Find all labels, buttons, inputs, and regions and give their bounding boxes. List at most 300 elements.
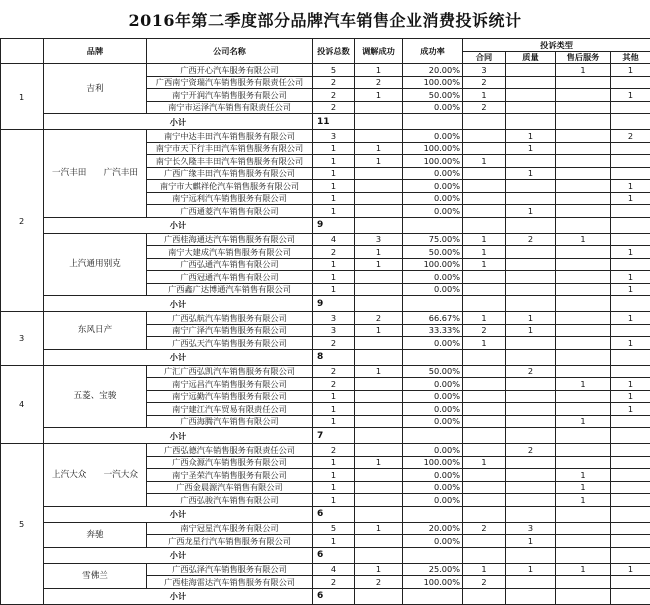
total-cell[interactable]: 1: [313, 403, 355, 416]
quality-cell[interactable]: 1: [506, 142, 556, 155]
rate-cell[interactable]: 20.00%: [403, 522, 463, 535]
contract-cell[interactable]: [463, 192, 506, 205]
after-sales-cell[interactable]: [556, 576, 611, 589]
empty-cell[interactable]: [463, 217, 506, 233]
rate-cell[interactable]: 0.00%: [403, 469, 463, 482]
after-sales-cell[interactable]: 1: [556, 481, 611, 494]
company-cell[interactable]: 广西弘天汽车销售服务有限公司: [147, 337, 313, 350]
contract-cell[interactable]: [463, 378, 506, 391]
quality-cell[interactable]: 2: [506, 233, 556, 246]
resolved-cell[interactable]: 1: [355, 324, 403, 337]
subtotal-label-cell[interactable]: 小计: [44, 349, 313, 365]
after-sales-cell[interactable]: [556, 76, 611, 89]
group-seq-cell[interactable]: 3: [1, 312, 44, 366]
contract-cell[interactable]: 1: [463, 258, 506, 271]
resolved-cell[interactable]: [355, 481, 403, 494]
resolved-cell[interactable]: 2: [355, 576, 403, 589]
after-sales-cell[interactable]: [556, 283, 611, 296]
total-cell[interactable]: 2: [313, 365, 355, 378]
total-cell[interactable]: 2: [313, 337, 355, 350]
resolved-cell[interactable]: 2: [355, 76, 403, 89]
quality-cell[interactable]: [506, 469, 556, 482]
after-sales-cell[interactable]: [556, 167, 611, 180]
quality-cell[interactable]: [506, 64, 556, 77]
empty-cell[interactable]: [556, 296, 611, 312]
quality-cell[interactable]: 1: [506, 312, 556, 325]
after-sales-cell[interactable]: [556, 180, 611, 193]
contract-cell[interactable]: 2: [463, 576, 506, 589]
company-cell[interactable]: 南宁广泽汽车销售服务有限公司: [147, 324, 313, 337]
rate-cell[interactable]: 66.67%: [403, 312, 463, 325]
company-cell[interactable]: 南宁开润汽车销售服务有限公司: [147, 89, 313, 102]
after-sales-cell[interactable]: [556, 312, 611, 325]
company-cell[interactable]: 南宁冠星汽车服务有限公司: [147, 522, 313, 535]
total-cell[interactable]: 1: [313, 469, 355, 482]
total-cell[interactable]: 2: [313, 76, 355, 89]
empty-cell[interactable]: [506, 114, 556, 130]
contract-cell[interactable]: [463, 444, 506, 457]
quality-cell[interactable]: 1: [506, 205, 556, 218]
company-cell[interactable]: 南宁长久隆丰丰田汽车销售服务有限公司: [147, 155, 313, 168]
empty-cell[interactable]: [355, 547, 403, 563]
company-cell[interactable]: 广西桂海通达汽车销售服务有限公司: [147, 233, 313, 246]
other-cell[interactable]: [611, 324, 650, 337]
quality-cell[interactable]: [506, 101, 556, 114]
contract-cell[interactable]: [463, 283, 506, 296]
empty-cell[interactable]: [355, 296, 403, 312]
other-cell[interactable]: 1: [611, 403, 650, 416]
subtotal-label-cell[interactable]: 小计: [44, 217, 313, 233]
group-seq-cell[interactable]: 4: [1, 365, 44, 444]
subtotal-value-cell[interactable]: 9: [313, 296, 355, 312]
total-cell[interactable]: 4: [313, 233, 355, 246]
other-cell[interactable]: [611, 205, 650, 218]
after-sales-cell[interactable]: [556, 155, 611, 168]
empty-cell[interactable]: [463, 588, 506, 604]
quality-cell[interactable]: 2: [506, 365, 556, 378]
after-sales-cell[interactable]: [556, 130, 611, 143]
resolved-cell[interactable]: [355, 494, 403, 507]
company-cell[interactable]: 广西开心汽车服务有限公司: [147, 64, 313, 77]
total-cell[interactable]: 1: [313, 205, 355, 218]
rate-cell[interactable]: 100.00%: [403, 76, 463, 89]
after-sales-cell[interactable]: [556, 337, 611, 350]
brand-cell[interactable]: 一汽丰田 广汽丰田: [44, 130, 147, 218]
after-sales-cell[interactable]: 1: [556, 469, 611, 482]
empty-cell[interactable]: [403, 588, 463, 604]
after-sales-cell[interactable]: [556, 456, 611, 469]
rate-cell[interactable]: 25.00%: [403, 563, 463, 576]
resolved-cell[interactable]: 1: [355, 142, 403, 155]
resolved-cell[interactable]: [355, 101, 403, 114]
subtotal-value-cell[interactable]: 7: [313, 428, 355, 444]
total-cell[interactable]: 1: [313, 390, 355, 403]
contract-cell[interactable]: [463, 403, 506, 416]
quality-cell[interactable]: 1: [506, 324, 556, 337]
empty-cell[interactable]: [556, 217, 611, 233]
empty-cell[interactable]: [611, 296, 650, 312]
quality-cell[interactable]: [506, 415, 556, 428]
rate-cell[interactable]: 0.00%: [403, 283, 463, 296]
header-resolved[interactable]: 调解成功: [355, 39, 403, 64]
subtotal-label-cell[interactable]: 小计: [44, 547, 313, 563]
rate-cell[interactable]: 0.00%: [403, 481, 463, 494]
after-sales-cell[interactable]: [556, 142, 611, 155]
rate-cell[interactable]: 0.00%: [403, 494, 463, 507]
after-sales-cell[interactable]: 1: [556, 378, 611, 391]
quality-cell[interactable]: [506, 258, 556, 271]
total-cell[interactable]: 5: [313, 64, 355, 77]
group-seq-cell[interactable]: 2: [1, 130, 44, 312]
rate-cell[interactable]: 0.00%: [403, 535, 463, 548]
contract-cell[interactable]: 1: [463, 246, 506, 259]
total-cell[interactable]: 3: [313, 130, 355, 143]
rate-cell[interactable]: 50.00%: [403, 246, 463, 259]
empty-cell[interactable]: [506, 349, 556, 365]
empty-cell[interactable]: [611, 428, 650, 444]
resolved-cell[interactable]: [355, 283, 403, 296]
resolved-cell[interactable]: 1: [355, 64, 403, 77]
company-cell[interactable]: 南宁市天下行丰田汽车销售服务有限公司: [147, 142, 313, 155]
contract-cell[interactable]: [463, 271, 506, 284]
rate-cell[interactable]: 100.00%: [403, 142, 463, 155]
contract-cell[interactable]: [463, 415, 506, 428]
rate-cell[interactable]: 0.00%: [403, 271, 463, 284]
rate-cell[interactable]: 75.00%: [403, 233, 463, 246]
empty-cell[interactable]: [403, 349, 463, 365]
contract-cell[interactable]: 1: [463, 155, 506, 168]
company-cell[interactable]: 广西桂海雷达汽车销售服务有限公司: [147, 576, 313, 589]
other-cell[interactable]: [611, 481, 650, 494]
contract-cell[interactable]: 1: [463, 563, 506, 576]
after-sales-cell[interactable]: [556, 324, 611, 337]
contract-cell[interactable]: [463, 481, 506, 494]
quality-cell[interactable]: [506, 283, 556, 296]
after-sales-cell[interactable]: [556, 258, 611, 271]
company-cell[interactable]: 广西广缘丰田汽车销售服务有限公司: [147, 167, 313, 180]
quality-cell[interactable]: 3: [506, 522, 556, 535]
company-cell[interactable]: 广汇广西弘凯汽车销售服务有限公司: [147, 365, 313, 378]
other-cell[interactable]: 1: [611, 246, 650, 259]
subtotal-value-cell[interactable]: 6: [313, 588, 355, 604]
other-cell[interactable]: [611, 101, 650, 114]
company-cell[interactable]: 南宁圣荣汽车销售服务有限公司: [147, 469, 313, 482]
after-sales-cell[interactable]: [556, 444, 611, 457]
empty-cell[interactable]: [506, 588, 556, 604]
rate-cell[interactable]: 100.00%: [403, 155, 463, 168]
company-cell[interactable]: 广西鑫广达博通汽车销售有限公司: [147, 283, 313, 296]
quality-cell[interactable]: [506, 378, 556, 391]
resolved-cell[interactable]: 2: [355, 312, 403, 325]
empty-cell[interactable]: [355, 428, 403, 444]
contract-cell[interactable]: [463, 494, 506, 507]
total-cell[interactable]: 2: [313, 101, 355, 114]
rate-cell[interactable]: 0.00%: [403, 415, 463, 428]
quality-cell[interactable]: [506, 246, 556, 259]
other-cell[interactable]: 1: [611, 312, 650, 325]
rate-cell[interactable]: 100.00%: [403, 576, 463, 589]
contract-cell[interactable]: [463, 142, 506, 155]
other-cell[interactable]: [611, 469, 650, 482]
total-cell[interactable]: 1: [313, 494, 355, 507]
after-sales-cell[interactable]: [556, 271, 611, 284]
other-cell[interactable]: [611, 576, 650, 589]
quality-cell[interactable]: 1: [506, 535, 556, 548]
company-cell[interactable]: 南宁建江汽车贸易有限责任公司: [147, 403, 313, 416]
resolved-cell[interactable]: 1: [355, 522, 403, 535]
company-cell[interactable]: 南宁远勤汽车销售服务有限公司: [147, 390, 313, 403]
contract-cell[interactable]: 2: [463, 522, 506, 535]
quality-cell[interactable]: [506, 155, 556, 168]
total-cell[interactable]: 1: [313, 192, 355, 205]
total-cell[interactable]: 3: [313, 312, 355, 325]
other-cell[interactable]: [611, 365, 650, 378]
rate-cell[interactable]: 0.00%: [403, 390, 463, 403]
quality-cell[interactable]: [506, 390, 556, 403]
after-sales-cell[interactable]: [556, 390, 611, 403]
header-after-sales[interactable]: 售后服务: [556, 51, 611, 64]
company-cell[interactable]: 广西众源汽车销售服务有限公司: [147, 456, 313, 469]
resolved-cell[interactable]: 1: [355, 563, 403, 576]
other-cell[interactable]: [611, 415, 650, 428]
empty-cell[interactable]: [355, 217, 403, 233]
company-cell[interactable]: 南宁中达丰田汽车销售服务有限公司: [147, 130, 313, 143]
company-cell[interactable]: 南宁远利汽车销售服务有限公司: [147, 192, 313, 205]
quality-cell[interactable]: [506, 481, 556, 494]
other-cell[interactable]: 1: [611, 89, 650, 102]
contract-cell[interactable]: 1: [463, 89, 506, 102]
company-cell[interactable]: 广西冠通汽车销售有限公司: [147, 271, 313, 284]
empty-cell[interactable]: [355, 588, 403, 604]
total-cell[interactable]: 1: [313, 535, 355, 548]
total-cell[interactable]: 1: [313, 180, 355, 193]
total-cell[interactable]: 2: [313, 444, 355, 457]
empty-cell[interactable]: [403, 217, 463, 233]
rate-cell[interactable]: 0.00%: [403, 205, 463, 218]
empty-cell[interactable]: [403, 296, 463, 312]
company-cell[interactable]: 广西龙星行汽车销售服务有限公司: [147, 535, 313, 548]
quality-cell[interactable]: [506, 192, 556, 205]
empty-cell[interactable]: [611, 217, 650, 233]
after-sales-cell[interactable]: 1: [556, 233, 611, 246]
empty-cell[interactable]: [611, 506, 650, 522]
empty-cell[interactable]: [611, 588, 650, 604]
after-sales-cell[interactable]: [556, 101, 611, 114]
after-sales-cell[interactable]: 1: [556, 64, 611, 77]
quality-cell[interactable]: [506, 271, 556, 284]
header-types[interactable]: 投诉类型: [463, 39, 650, 52]
after-sales-cell[interactable]: [556, 89, 611, 102]
after-sales-cell[interactable]: [556, 535, 611, 548]
contract-cell[interactable]: 2: [463, 101, 506, 114]
other-cell[interactable]: [611, 155, 650, 168]
header-seq[interactable]: [1, 39, 44, 64]
empty-cell[interactable]: [355, 349, 403, 365]
contract-cell[interactable]: 2: [463, 324, 506, 337]
after-sales-cell[interactable]: [556, 246, 611, 259]
other-cell[interactable]: [611, 456, 650, 469]
quality-cell[interactable]: [506, 576, 556, 589]
total-cell[interactable]: 1: [313, 283, 355, 296]
resolved-cell[interactable]: 1: [355, 258, 403, 271]
quality-cell[interactable]: [506, 76, 556, 89]
company-cell[interactable]: 广西海腾汽车销售有限公司: [147, 415, 313, 428]
other-cell[interactable]: [611, 233, 650, 246]
empty-cell[interactable]: [403, 506, 463, 522]
contract-cell[interactable]: 1: [463, 337, 506, 350]
subtotal-label-cell[interactable]: 小计: [44, 296, 313, 312]
total-cell[interactable]: 1: [313, 481, 355, 494]
other-cell[interactable]: 1: [611, 283, 650, 296]
empty-cell[interactable]: [556, 547, 611, 563]
resolved-cell[interactable]: 1: [355, 89, 403, 102]
resolved-cell[interactable]: [355, 180, 403, 193]
company-cell[interactable]: 南宁市大麒祥伦汽车销售服务有限公司: [147, 180, 313, 193]
contract-cell[interactable]: [463, 535, 506, 548]
empty-cell[interactable]: [463, 349, 506, 365]
header-total[interactable]: 投诉总数: [313, 39, 355, 64]
rate-cell[interactable]: 0.00%: [403, 101, 463, 114]
other-cell[interactable]: [611, 167, 650, 180]
other-cell[interactable]: 1: [611, 271, 650, 284]
resolved-cell[interactable]: 3: [355, 233, 403, 246]
resolved-cell[interactable]: [355, 415, 403, 428]
after-sales-cell[interactable]: [556, 192, 611, 205]
other-cell[interactable]: [611, 494, 650, 507]
quality-cell[interactable]: [506, 403, 556, 416]
brand-cell[interactable]: 吉利: [44, 64, 147, 114]
other-cell[interactable]: 2: [611, 130, 650, 143]
empty-cell[interactable]: [506, 428, 556, 444]
total-cell[interactable]: 1: [313, 258, 355, 271]
resolved-cell[interactable]: 1: [355, 155, 403, 168]
group-seq-cell[interactable]: 5: [1, 444, 44, 605]
rate-cell[interactable]: 0.00%: [403, 444, 463, 457]
other-cell[interactable]: 1: [611, 390, 650, 403]
subtotal-label-cell[interactable]: 小计: [44, 114, 313, 130]
total-cell[interactable]: 1: [313, 271, 355, 284]
subtotal-value-cell[interactable]: 9: [313, 217, 355, 233]
rate-cell[interactable]: 50.00%: [403, 89, 463, 102]
empty-cell[interactable]: [611, 114, 650, 130]
company-cell[interactable]: 南宁远昌汽车销售服务有限公司: [147, 378, 313, 391]
rate-cell[interactable]: 0.00%: [403, 337, 463, 350]
empty-cell[interactable]: [403, 547, 463, 563]
rate-cell[interactable]: 0.00%: [403, 378, 463, 391]
other-cell[interactable]: [611, 76, 650, 89]
empty-cell[interactable]: [556, 114, 611, 130]
brand-cell[interactable]: 五菱、宝骏: [44, 365, 147, 428]
header-quality[interactable]: 质量: [506, 51, 556, 64]
rate-cell[interactable]: 50.00%: [403, 365, 463, 378]
empty-cell[interactable]: [556, 428, 611, 444]
subtotal-value-cell[interactable]: 6: [313, 547, 355, 563]
total-cell[interactable]: 1: [313, 155, 355, 168]
quality-cell[interactable]: [506, 180, 556, 193]
brand-cell[interactable]: 上汽通用别克: [44, 233, 147, 296]
quality-cell[interactable]: [506, 337, 556, 350]
resolved-cell[interactable]: 1: [355, 456, 403, 469]
resolved-cell[interactable]: [355, 390, 403, 403]
resolved-cell[interactable]: [355, 535, 403, 548]
rate-cell[interactable]: 100.00%: [403, 258, 463, 271]
quality-cell[interactable]: 2: [506, 444, 556, 457]
other-cell[interactable]: 1: [611, 180, 650, 193]
empty-cell[interactable]: [506, 547, 556, 563]
after-sales-cell[interactable]: [556, 522, 611, 535]
resolved-cell[interactable]: [355, 337, 403, 350]
empty-cell[interactable]: [463, 506, 506, 522]
other-cell[interactable]: 1: [611, 337, 650, 350]
brand-cell[interactable]: 东风日产: [44, 312, 147, 350]
company-cell[interactable]: 广西金晨源汽车销售有限公司: [147, 481, 313, 494]
subtotal-label-cell[interactable]: 小计: [44, 428, 313, 444]
resolved-cell[interactable]: [355, 205, 403, 218]
empty-cell[interactable]: [611, 547, 650, 563]
contract-cell[interactable]: 1: [463, 456, 506, 469]
brand-cell[interactable]: 雪佛兰: [44, 563, 147, 588]
empty-cell[interactable]: [506, 506, 556, 522]
resolved-cell[interactable]: [355, 378, 403, 391]
contract-cell[interactable]: [463, 167, 506, 180]
contract-cell[interactable]: 1: [463, 312, 506, 325]
group-seq-cell[interactable]: 1: [1, 64, 44, 130]
total-cell[interactable]: 4: [313, 563, 355, 576]
after-sales-cell[interactable]: 1: [556, 415, 611, 428]
after-sales-cell[interactable]: [556, 403, 611, 416]
empty-cell[interactable]: [463, 114, 506, 130]
contract-cell[interactable]: 1: [463, 233, 506, 246]
total-cell[interactable]: 1: [313, 456, 355, 469]
resolved-cell[interactable]: [355, 469, 403, 482]
rate-cell[interactable]: 100.00%: [403, 456, 463, 469]
header-company[interactable]: 公司名称: [147, 39, 313, 64]
empty-cell[interactable]: [506, 296, 556, 312]
quality-cell[interactable]: [506, 456, 556, 469]
other-cell[interactable]: 1: [611, 192, 650, 205]
contract-cell[interactable]: [463, 469, 506, 482]
after-sales-cell[interactable]: [556, 365, 611, 378]
quality-cell[interactable]: [506, 494, 556, 507]
empty-cell[interactable]: [506, 217, 556, 233]
empty-cell[interactable]: [355, 506, 403, 522]
after-sales-cell[interactable]: 1: [556, 494, 611, 507]
company-cell[interactable]: 南宁大建成汽车销售服务有限公司: [147, 246, 313, 259]
rate-cell[interactable]: 0.00%: [403, 180, 463, 193]
quality-cell[interactable]: 1: [506, 563, 556, 576]
company-cell[interactable]: 广西弘德汽车销售服务有限责任公司: [147, 444, 313, 457]
company-cell[interactable]: 南宁市运泽汽车销售有限责任公司: [147, 101, 313, 114]
header-contract[interactable]: 合同: [463, 51, 506, 64]
other-cell[interactable]: [611, 444, 650, 457]
subtotal-value-cell[interactable]: 11: [313, 114, 355, 130]
quality-cell[interactable]: [506, 89, 556, 102]
company-cell[interactable]: 广西通菱汽车销售有限公司: [147, 205, 313, 218]
resolved-cell[interactable]: [355, 192, 403, 205]
empty-cell[interactable]: [403, 114, 463, 130]
empty-cell[interactable]: [556, 588, 611, 604]
resolved-cell[interactable]: [355, 271, 403, 284]
total-cell[interactable]: 3: [313, 324, 355, 337]
company-cell[interactable]: 广西弘航汽车销售服务有限公司: [147, 312, 313, 325]
rate-cell[interactable]: 0.00%: [403, 167, 463, 180]
empty-cell[interactable]: [403, 428, 463, 444]
contract-cell[interactable]: [463, 205, 506, 218]
other-cell[interactable]: 1: [611, 64, 650, 77]
empty-cell[interactable]: [355, 114, 403, 130]
resolved-cell[interactable]: [355, 130, 403, 143]
total-cell[interactable]: 1: [313, 167, 355, 180]
